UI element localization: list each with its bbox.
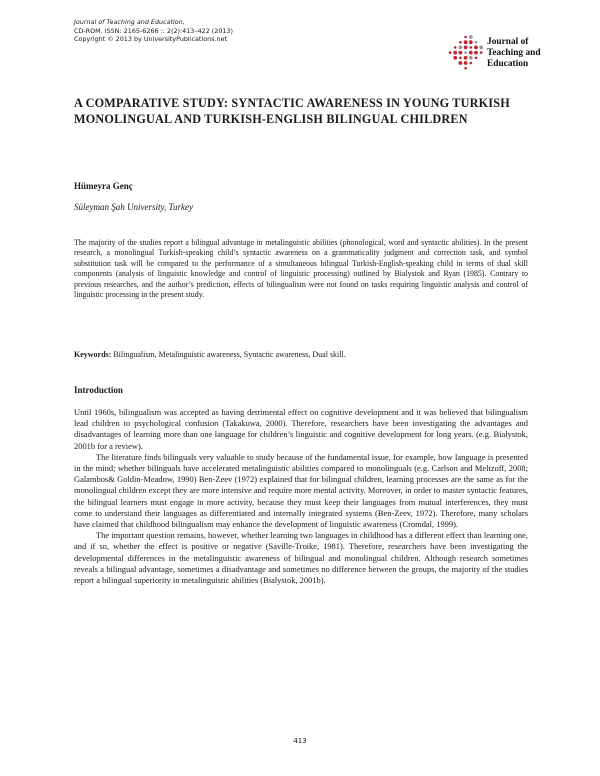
keywords-list: Bilingualism, Metalinguistic awareness, Syntactic awareness, Dual skill. bbox=[113, 350, 346, 359]
logo-dot bbox=[475, 57, 478, 60]
keywords bbox=[74, 350, 528, 359]
journal-name: Journal of Teaching and Education, bbox=[74, 18, 185, 26]
logo-line-1: Journal of bbox=[487, 37, 529, 47]
logo-dot bbox=[459, 61, 463, 65]
logo-dot bbox=[453, 56, 457, 60]
logo-dot bbox=[469, 35, 473, 39]
logo-dot bbox=[474, 51, 478, 55]
logo-line-3: Education bbox=[487, 59, 529, 69]
journal-logo-mark-icon bbox=[446, 33, 486, 73]
logo-dot bbox=[459, 41, 462, 44]
logo-dot bbox=[464, 61, 468, 65]
issn-line: CD-ROM. ISSN: 2165-6266 :: 2(2):413–422 (2013) bbox=[74, 26, 234, 35]
logo-dot bbox=[464, 51, 467, 54]
page-number: 413 bbox=[293, 737, 307, 745]
logo-dot bbox=[469, 56, 473, 60]
logo-dot bbox=[464, 36, 467, 39]
logo-dot bbox=[454, 46, 457, 49]
abstract: The majority of the studies report a bilingual advantage in metalinguistic abilities (phonological, word and syntactic abilities). In the present research, a monolingual Turkish-speaking child’s syntactic awareness on a grammaticality judgment and correction task, and symbol substitution task will be compared to the performance of a simultaneous bilingual Turkish-English-speaking child in terms of dual skill components (analysis of linguistic knowledge and control of linguistic processing) outlined by Bialystok and Ryan (1985). Contrary to previous researches, and the author’s prediction, effects of bilingualism were not found on tasks requiring linguistic analysis and control of linguistic processing in the present study. bbox=[74, 238, 528, 300]
logo-dot bbox=[480, 51, 483, 54]
paragraph: The important question remains, however, whether learning two languages in childhood has a different effect than learning one, and if so, whether the effect is positive or negative (Saville-Troike, 1981). Therefore, researchers have been investigating the developmental differences in the metalinguistic awareness of bilingual and monolingual children. Although research sometimes reveals a bilingual advantage, sometimes a disadvantage and sometimes no difference between the groups, the majority of the studies report a bilingual superiority in metalinguistic abilities (Bialystok, 2001b). bbox=[74, 530, 528, 586]
author-affiliation: Süleyman Şah University, Turkey bbox=[74, 202, 193, 212]
logo-dot bbox=[469, 51, 473, 55]
logo-dot bbox=[474, 46, 478, 50]
logo-dot bbox=[459, 51, 463, 55]
logo-dot bbox=[464, 56, 468, 60]
logo-dot bbox=[453, 51, 457, 55]
logo-dot bbox=[479, 46, 483, 50]
paper-title: A COMPARATIVE STUDY: SYNTACTIC AWARENESS IN YOUNG TURKISH MONOLINGUAL AND TURKISH-ENGLISH BILINGUAL CHILDREN bbox=[74, 96, 510, 126]
logo-dot bbox=[464, 40, 468, 44]
logo-dot bbox=[459, 57, 462, 60]
author-name: Hümeyra Genç bbox=[74, 181, 133, 191]
paragraph: The literature finds bilinguals very valuable to study because of the fundamental issue, for example, how language is presented in the mind; whether bilinguals have accelerated metalinguistic abilities compared to monolinguals (e.g. Carlson and Meltzoff, 2008; Galambos& Goldin-Meadow, 1990) Ben-Zeev (1972) explained that for bilingual children, learning processes are the same as for the monolingual children except they are more intensive and require more mental activity. Moreover, in order to master syntactic features, the bilingual learners must engage in more activity, because they must keep their languages from mutual interferences, they must come to understand their languages as differentiated and internally integrated systems (Ben-Zeev, 1972). Therefore, many scholars have claimed that childhood bilingualism may enhance the development of linguistic awareness (Cromdal, 1999). bbox=[74, 451, 528, 530]
logo-line-2: Teaching and bbox=[487, 48, 541, 58]
logo-dot bbox=[459, 46, 463, 50]
logo-dot bbox=[449, 51, 452, 54]
journal-header bbox=[74, 18, 374, 44]
journal-logo bbox=[446, 33, 556, 73]
logo-dot bbox=[470, 62, 473, 65]
introduction-body bbox=[74, 407, 528, 586]
copyright-line: Copyright © 2013 by UniversityPublications.net bbox=[74, 35, 228, 44]
paragraph: Until 1960s, bilingualism was accepted as having detrimental effect on cognitive development and it was believed that bilingualism lead children to psychological confusion (Takakuwa, 2000). Therefore, researchers have been investigating the advantages and disadvantages of learning more than one language for children’s linguistic and cognitive development for long years. (e.g. Bialystok, 2001b for a review). bbox=[74, 407, 528, 451]
logo-dot bbox=[475, 41, 478, 44]
section-heading-introduction: Introduction bbox=[74, 385, 123, 395]
logo-dot bbox=[464, 46, 468, 50]
logo-dot bbox=[469, 40, 473, 44]
logo-text bbox=[487, 37, 541, 70]
logo-dot bbox=[464, 67, 467, 70]
logo-dot bbox=[470, 46, 473, 49]
keywords-label: Keywords: bbox=[74, 350, 112, 359]
